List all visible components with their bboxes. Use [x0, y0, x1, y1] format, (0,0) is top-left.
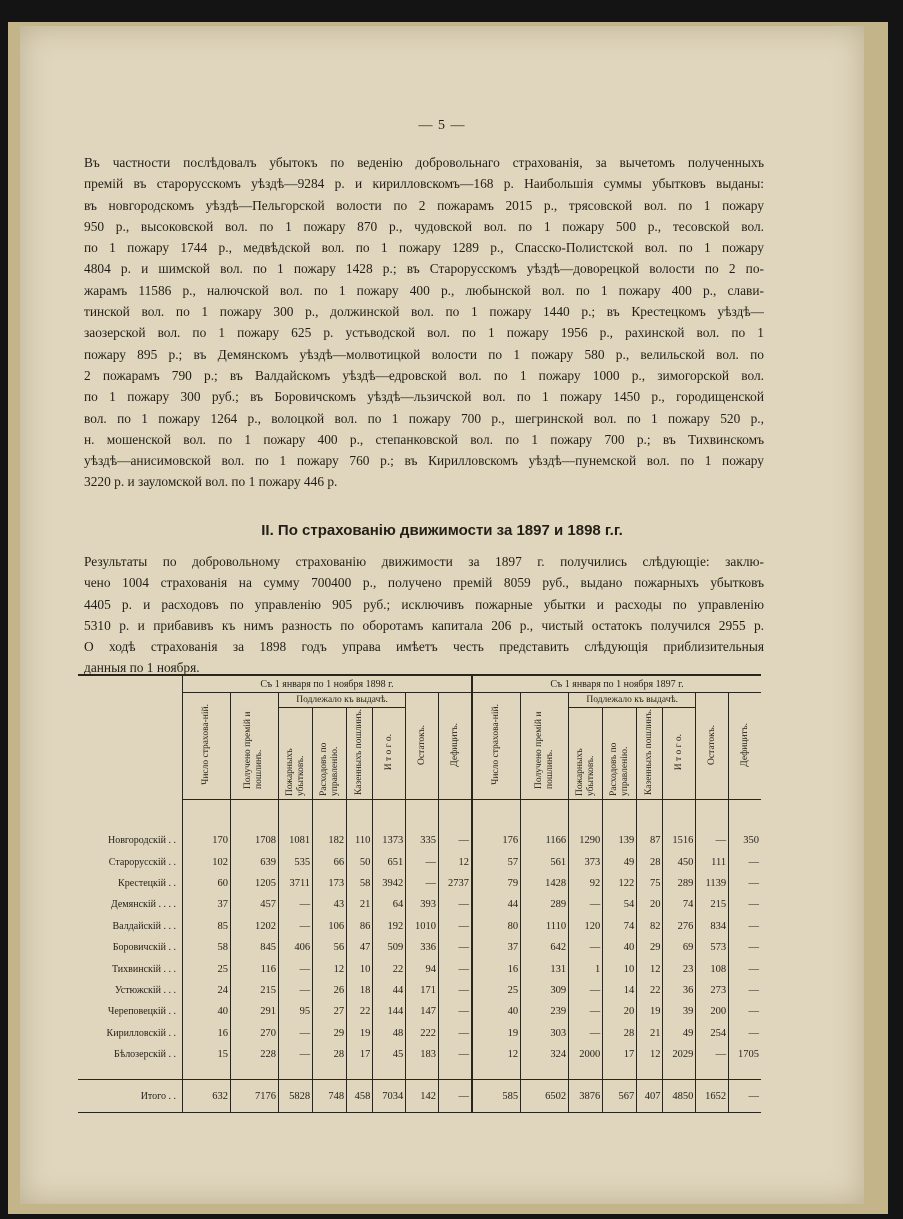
table-cell: — — [278, 894, 312, 915]
table-cell: 19 — [637, 1001, 663, 1022]
table-cell: 54 — [603, 894, 637, 915]
text-line: по 1 пожару 300 руб.; въ Боровичскомъ уѣздѣ—льзичской вол. по 1 пожару 1450 р., городищенской — [84, 389, 764, 405]
table-cell: — — [278, 958, 312, 979]
district-name: Тихвинскій . . . — [111, 963, 176, 975]
table-cell: — — [729, 894, 761, 915]
text-line: 5310 р. и прибавивъ къ нимъ разность по оборотамъ капитала 206 р., чистый остатокъ получился 2955 р. — [84, 617, 764, 633]
table-cell: 86 — [347, 916, 373, 937]
table-cell: 50 — [347, 851, 373, 872]
table-cell: 4850 — [663, 1080, 696, 1113]
table-cell: 106 — [313, 916, 347, 937]
table-cell: — — [406, 851, 439, 872]
table-cell: — — [729, 851, 761, 872]
hdr-treasury-1897: Казенныхъ пошлинъ. — [637, 708, 663, 800]
table-cell: 60 — [183, 873, 231, 894]
table-cell: 407 — [637, 1080, 663, 1113]
text-line: 950 р., высоковской вол. по 1 пожару 870 р., чудовской вол. по 1 пожару 500 р., тесовской вол. — [84, 218, 764, 234]
table-cell: — — [439, 1044, 472, 1065]
table-cell: 336 — [406, 937, 439, 958]
hdr-deficit-1897: Дефицитъ. — [729, 693, 761, 800]
table-cell: — — [278, 916, 312, 937]
table-row — [78, 851, 761, 872]
table-cell: 29 — [637, 937, 663, 958]
table-cell: 12 — [637, 1044, 663, 1065]
text-line: въ новгородскомъ уѣздѣ—Пельгорской волости по 2 пожарамъ 2015 р., трясовской вол. по 1 пожару — [84, 197, 764, 213]
table-cell: 120 — [569, 916, 603, 937]
table-cell: 1373 — [373, 830, 406, 851]
text-line: пожару 895 р.; въ Демянскомъ уѣздѣ—молвотицкой волости по 1 пожару 580 р., велильской вол. по — [84, 346, 764, 362]
table-cell: — — [729, 980, 761, 1001]
table-cell: 239 — [521, 1001, 569, 1022]
table-cell: 75 — [637, 873, 663, 894]
table-cell: 3942 — [373, 873, 406, 894]
table-cell: 22 — [347, 1001, 373, 1022]
table-cell: 139 — [603, 830, 637, 851]
table-cell: 585 — [472, 1080, 521, 1113]
district-name: Старорусскій . . — [108, 856, 176, 868]
table-cell: 254 — [696, 1023, 729, 1044]
table-cell: 23 — [663, 958, 696, 979]
table-cell: 44 — [472, 894, 521, 915]
table-cell: — — [406, 873, 439, 894]
table-cell: 289 — [521, 894, 569, 915]
table-cell: — — [439, 916, 472, 937]
table-cell: 116 — [230, 958, 278, 979]
table-cell: 64 — [373, 894, 406, 915]
table-cell: 335 — [406, 830, 439, 851]
table-row — [78, 1044, 761, 1065]
table-cell: 28 — [313, 1044, 347, 1065]
table-cell: 291 — [230, 1001, 278, 1022]
table-cell: — — [696, 830, 729, 851]
text-line: н. мошенской вол. по 1 пожару 400 р., степанковской вол. по 1 пожару 700 р.; въ Тихвинскомъ — [84, 431, 764, 447]
table-cell: 82 — [637, 916, 663, 937]
district-name: Крестецкій . . — [118, 877, 176, 889]
table-cell: 49 — [663, 1023, 696, 1044]
table-cell: 639 — [230, 851, 278, 872]
table-cell: — — [729, 937, 761, 958]
table-cell: — — [696, 1044, 729, 1065]
district-name: Устюжскій . . . — [114, 984, 176, 996]
table-cell: 15 — [183, 1044, 231, 1065]
table-cell: 12 — [637, 958, 663, 979]
spacer-row — [78, 800, 761, 831]
text-line: тинской вол. по 1 пожару 300 р., должинской вол. по 1 пожару 1440 р.; въ Крестецкомъ уѣздѣ— — [84, 304, 764, 320]
district-name: Боровичскій . . — [112, 942, 176, 954]
table-cell: 28 — [637, 851, 663, 872]
text-line: по 1 пожару 1744 р., медвѣдской вол. по 1 пожару 1289 р., Спасско-Полистской вол. по 1 пожару — [84, 240, 764, 256]
table-cell: 44 — [373, 980, 406, 1001]
table-cell: 29 — [313, 1023, 347, 1044]
insurance-table — [78, 674, 761, 1113]
table-cell: 17 — [603, 1044, 637, 1065]
table-cell: — — [729, 873, 761, 894]
table-cell: 1 — [569, 958, 603, 979]
page-number: — 5 — — [418, 118, 466, 133]
table-cell: 1166 — [521, 830, 569, 851]
table-cell: 10 — [603, 958, 637, 979]
table-cell: 1139 — [696, 873, 729, 894]
section-heading: II. По страхованію движимости за 1897 и 1898 г.г. — [261, 522, 623, 539]
hdr-total-1897: И т о г о. — [663, 708, 696, 800]
hdr-total-1898: И т о г о. — [373, 708, 406, 800]
text-line: премій въ старорусскомъ уѣздѣ—9284 р. и кирилловскомъ—168 р. Наибольшія суммы убытковъ выданы: — [84, 176, 764, 192]
table-cell: 20 — [603, 1001, 637, 1022]
table-cell: 19 — [347, 1023, 373, 1044]
table-cell: — — [439, 894, 472, 915]
table-cell: 47 — [347, 937, 373, 958]
table-cell: 182 — [313, 830, 347, 851]
table-cell: — — [278, 1044, 312, 1065]
table-cell: 56 — [313, 937, 347, 958]
text-line: 4405 р. и расходовъ по управленію 905 руб.; исключивъ пожарные убытки и расходы по управленію — [84, 596, 764, 612]
table-cell: 94 — [406, 958, 439, 979]
table-cell: 215 — [696, 894, 729, 915]
table-cell: 12 — [439, 851, 472, 872]
hdr-balance-1897: Остатокъ. — [696, 693, 729, 800]
table-cell: 270 — [230, 1023, 278, 1044]
table-cell: 2000 — [569, 1044, 603, 1065]
table-cell: — — [439, 1001, 472, 1022]
table-cell: 509 — [373, 937, 406, 958]
table-cell: — — [439, 937, 472, 958]
table-cell: 21 — [347, 894, 373, 915]
table-cell: 192 — [373, 916, 406, 937]
table-cell: 845 — [230, 937, 278, 958]
table-cell: 1705 — [729, 1044, 761, 1065]
table-cell: — — [439, 980, 472, 1001]
table-cell: 22 — [637, 980, 663, 1001]
hdr-expenses-1897: Расходовъ по управленію. — [603, 708, 637, 800]
table-cell: 45 — [373, 1044, 406, 1065]
hdr-treasury-1898: Казенныхъ пошлинъ. — [347, 708, 373, 800]
table-cell: — — [569, 937, 603, 958]
text-line: данныя по 1 ноября. — [84, 660, 200, 676]
table-cell: 19 — [472, 1023, 521, 1044]
table-cell: — — [278, 980, 312, 1001]
table-cell: 95 — [278, 1001, 312, 1022]
table-cell: 40 — [603, 937, 637, 958]
table-cell: 642 — [521, 937, 569, 958]
district-name: Итого . . — [78, 1080, 183, 1113]
text-line: чено 1004 страхованія на сумму 700400 р., получено премій 8059 руб., выдано пожарныхъ убытковъ — [84, 575, 764, 591]
table-cell: 36 — [663, 980, 696, 1001]
table-cell: 173 — [313, 873, 347, 894]
table-cell: 49 — [603, 851, 637, 872]
table-row — [78, 830, 761, 851]
table-cell: 18 — [347, 980, 373, 1001]
table-cell: 12 — [472, 1044, 521, 1065]
table-cell: 24 — [183, 980, 231, 1001]
table-cell: 74 — [663, 894, 696, 915]
table-corner — [78, 675, 183, 800]
table-cell: 25 — [183, 958, 231, 979]
table-cell: 37 — [183, 894, 231, 915]
table-cell: 1010 — [406, 916, 439, 937]
table-row — [78, 1023, 761, 1044]
text-line: 3220 р. и зауломской вол. по 1 пожару 446 р. — [84, 474, 338, 490]
table-cell: 142 — [406, 1080, 439, 1113]
text-line: Въ частности послѣдовалъ убытокъ по веденію добровольнаго страхованія, за вычетомъ полученныхъ — [84, 155, 764, 170]
table-cell: 273 — [696, 980, 729, 1001]
hdr-fire-1898: Пожарныхъ убытковъ. — [278, 708, 312, 800]
period-1898-header: Съ 1 января по 1 ноября 1898 г. — [183, 675, 472, 693]
table-cell: 289 — [663, 873, 696, 894]
table-cell: 12 — [313, 958, 347, 979]
hdr-count-1897: Число страхова-ній. — [472, 693, 521, 800]
table-cell: 1110 — [521, 916, 569, 937]
table-cell: — — [569, 980, 603, 1001]
table-cell: 1516 — [663, 830, 696, 851]
table-row — [78, 958, 761, 979]
table-cell: 37 — [472, 937, 521, 958]
table-cell: 85 — [183, 916, 231, 937]
hdr-count-1898: Число страхова-ній. — [183, 693, 231, 800]
table-cell: — — [729, 916, 761, 937]
paragraph-losses — [84, 152, 764, 493]
table-cell: 651 — [373, 851, 406, 872]
table-cell: — — [569, 894, 603, 915]
table-cell: 2029 — [663, 1044, 696, 1065]
paragraph-results — [84, 551, 764, 679]
district-name: Кирилловскій . . — [106, 1027, 176, 1039]
table-cell: 40 — [183, 1001, 231, 1022]
table-cell: 10 — [347, 958, 373, 979]
table-cell: — — [569, 1001, 603, 1022]
table-cell: 28 — [603, 1023, 637, 1044]
text-line: Результаты по добровольному страхованію движимости за 1897 г. получились слѣдующіе: заклю- — [84, 554, 764, 569]
hdr-premiums-1897: Получено премій и пошлинъ. — [521, 693, 569, 800]
table-cell: 834 — [696, 916, 729, 937]
table-cell: 3876 — [569, 1080, 603, 1113]
table-cell: — — [729, 1080, 761, 1113]
table-cell: 57 — [472, 851, 521, 872]
table-cell: 108 — [696, 958, 729, 979]
table-cell: 144 — [373, 1001, 406, 1022]
hdr-fire-1897: Пожарныхъ убытковъ. — [569, 708, 603, 800]
table-cell: 58 — [347, 873, 373, 894]
gap-row — [78, 1065, 761, 1080]
table-cell: 1652 — [696, 1080, 729, 1113]
table-cell: 561 — [521, 851, 569, 872]
table-cell: 74 — [603, 916, 637, 937]
table-cell: 3711 — [278, 873, 312, 894]
district-name: Новгородскій . . — [107, 835, 176, 847]
table-cell: 80 — [472, 916, 521, 937]
table-cell: 573 — [696, 937, 729, 958]
text-line: вол. по 1 пожару 1264 р., волоцкой вол. по 1 пожару 700 р., шегринской вол. по 1 пожару 520 р., — [84, 410, 764, 426]
table-cell: 66 — [313, 851, 347, 872]
table-cell: 79 — [472, 873, 521, 894]
text-line: О ходѣ страхованія за 1898 годъ управа имѣетъ честь представить слѣдующія приблизительныя — [84, 639, 764, 655]
table-cell: 373 — [569, 851, 603, 872]
table-row — [78, 980, 761, 1001]
table-cell: 222 — [406, 1023, 439, 1044]
table-cell: 183 — [406, 1044, 439, 1065]
hdr-balance-1898: Остатокъ. — [406, 693, 439, 800]
table-row — [78, 894, 761, 915]
table-cell: 632 — [183, 1080, 231, 1113]
district-name: Демянскій . . . . — [110, 899, 176, 911]
table-cell: 450 — [663, 851, 696, 872]
table-cell: 200 — [696, 1001, 729, 1022]
table-cell: 215 — [230, 980, 278, 1001]
table-cell: 27 — [313, 1001, 347, 1022]
table-row — [78, 937, 761, 958]
period-1897-header: Съ 1 января по 1 ноября 1897 г. — [472, 675, 761, 693]
table-cell: — — [569, 1023, 603, 1044]
table-cell: 1205 — [230, 873, 278, 894]
document-page — [20, 26, 864, 1204]
table-cell: 303 — [521, 1023, 569, 1044]
text-line: 4804 р. и шимской вол. по 1 пожару 1428 р.; въ Старорусскомъ уѣздѣ—доворецкой волости по 2 по- — [84, 261, 764, 277]
table-cell: 14 — [603, 980, 637, 1001]
text-line: заозерской вол. по 1 пожару 625 р. устьводской вол. по 1 пожару 1956 р., рахинской вол. по 1 — [84, 325, 764, 341]
table-cell: — — [729, 958, 761, 979]
table-cell: 7034 — [373, 1080, 406, 1113]
table-cell: 350 — [729, 830, 761, 851]
table-cell: — — [729, 1001, 761, 1022]
table-cell: 147 — [406, 1001, 439, 1022]
table-cell: 276 — [663, 916, 696, 937]
table-cell: 48 — [373, 1023, 406, 1044]
table-cell: 87 — [637, 830, 663, 851]
table-cell: — — [439, 1080, 472, 1113]
table-cell: 1428 — [521, 873, 569, 894]
table-cell: 40 — [472, 1001, 521, 1022]
table-cell: 324 — [521, 1044, 569, 1065]
table-cell: 393 — [406, 894, 439, 915]
text-line: жарамъ 11586 р., налючской вол. по 1 пожару 400 р., любынской вол. по 1 пожару 400 р., слави- — [84, 282, 764, 298]
table-cell: 748 — [313, 1080, 347, 1113]
table-cell: 1081 — [278, 830, 312, 851]
table-row — [78, 916, 761, 937]
total-row — [78, 1080, 761, 1113]
table-cell: 43 — [313, 894, 347, 915]
table-cell: 567 — [603, 1080, 637, 1113]
hdr-payable-1897: Подлежало къ выдачѣ. — [569, 693, 696, 708]
district-name: Валдайскій . . . — [112, 920, 176, 932]
table-cell: — — [729, 1023, 761, 1044]
table-cell: 22 — [373, 958, 406, 979]
table-row — [78, 1001, 761, 1022]
table-cell: 69 — [663, 937, 696, 958]
text-line: уѣздѣ—анисимовской вол. по 1 пожару 760 р.; въ Кирилловскомъ уѣздѣ—пунемской вол. по 1 пожару — [84, 453, 764, 469]
table-cell: 228 — [230, 1044, 278, 1065]
table-cell: 92 — [569, 873, 603, 894]
hdr-premiums-1898: Получено премій и пошлинъ. — [230, 693, 278, 800]
table-cell: — — [439, 1023, 472, 1044]
table-cell: — — [439, 830, 472, 851]
table-cell: 170 — [183, 830, 231, 851]
table-cell: 102 — [183, 851, 231, 872]
table-cell: 39 — [663, 1001, 696, 1022]
table-cell: 1708 — [230, 830, 278, 851]
table-cell: 21 — [637, 1023, 663, 1044]
table-cell: 458 — [347, 1080, 373, 1113]
table-cell: 6502 — [521, 1080, 569, 1113]
table-cell: 2737 — [439, 873, 472, 894]
text-line: 2 пожарамъ 790 р.; въ Валдайскомъ уѣздѣ—едровской вол. по 1 пожару 1000 р., зимогорской вол. — [84, 367, 764, 383]
hdr-deficit-1898: Дефицитъ. — [439, 693, 472, 800]
table-cell: 1290 — [569, 830, 603, 851]
table-cell: 58 — [183, 937, 231, 958]
district-name: Череповецкій . . — [107, 1006, 176, 1018]
table-cell: — — [278, 1023, 312, 1044]
table-cell: 26 — [313, 980, 347, 1001]
table-cell: 20 — [637, 894, 663, 915]
table-cell: 131 — [521, 958, 569, 979]
table-cell: 122 — [603, 873, 637, 894]
table-cell: 535 — [278, 851, 312, 872]
table-cell: 1202 — [230, 916, 278, 937]
table-cell: 406 — [278, 937, 312, 958]
table-row — [78, 873, 761, 894]
table-cell: 457 — [230, 894, 278, 915]
hdr-payable-1898: Подлежало къ выдачѣ. — [278, 693, 405, 708]
district-name: Бѣлозерскій . . — [114, 1049, 176, 1061]
table-cell: 17 — [347, 1044, 373, 1065]
table-cell: 171 — [406, 980, 439, 1001]
table-cell: 16 — [472, 958, 521, 979]
table-cell: 16 — [183, 1023, 231, 1044]
table-cell: 7176 — [230, 1080, 278, 1113]
table-cell: 176 — [472, 830, 521, 851]
table-cell: 25 — [472, 980, 521, 1001]
table-cell: 111 — [696, 851, 729, 872]
table-cell: — — [439, 958, 472, 979]
table-cell: 110 — [347, 830, 373, 851]
table-cell: 309 — [521, 980, 569, 1001]
hdr-expenses-1898: Расходовъ по управленію. — [313, 708, 347, 800]
table-cell: 5828 — [278, 1080, 312, 1113]
